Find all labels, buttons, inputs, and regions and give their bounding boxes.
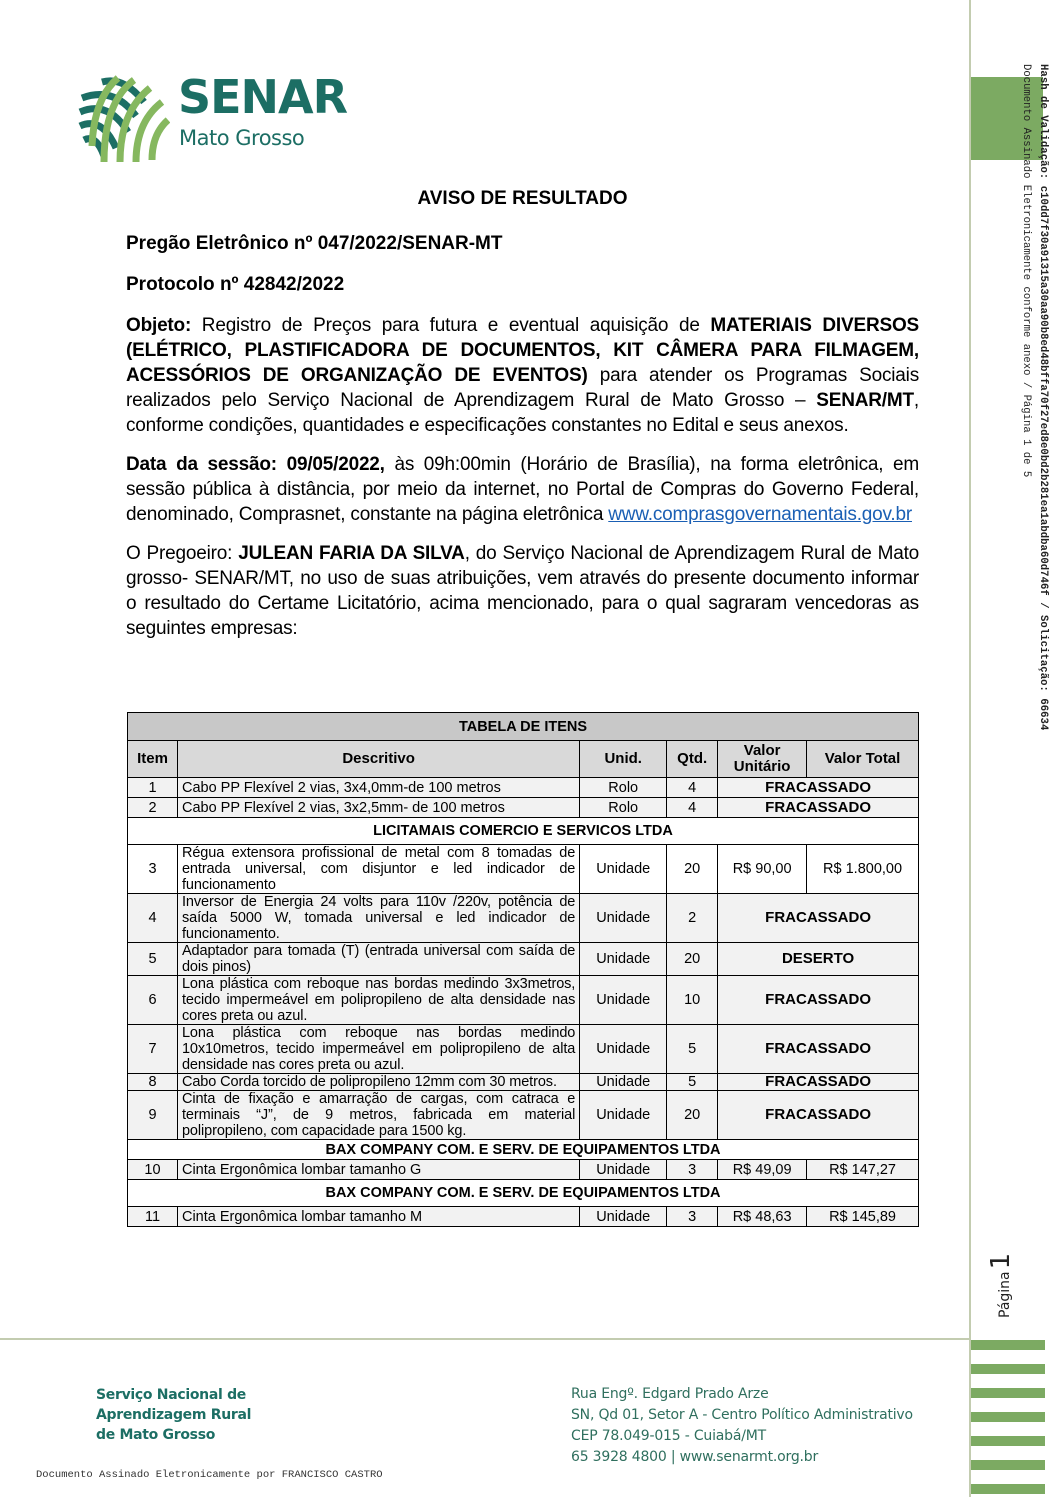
sessao-label: Data da sessão: 09/05/2022, <box>126 454 385 475</box>
table-row <box>128 1160 919 1180</box>
margin-rule <box>969 0 971 1497</box>
col-header-qtd: Qtd. <box>667 741 718 778</box>
table-row <box>128 845 919 894</box>
objeto-org: SENAR/MT <box>816 390 914 411</box>
pregoeiro-text: O Pregoeiro: <box>126 543 239 564</box>
item-unit: Unidade <box>580 894 667 943</box>
objeto-text: Registro de Preços para futura e eventual aquisição de <box>191 315 711 336</box>
col-header-unid: Unid. <box>580 741 667 778</box>
item-number: 5 <box>128 943 178 976</box>
item-number: 7 <box>128 1025 178 1074</box>
table-row <box>128 943 919 976</box>
item-unit: Unidade <box>580 1207 667 1227</box>
item-qty: 4 <box>667 798 718 818</box>
item-number: 11 <box>128 1207 178 1227</box>
comprasnet-link[interactable]: www.comprasgovernamentais.gov.br <box>608 504 912 525</box>
item-description: Lona plástica com reboque nas bordas medindo 3x3metros, tecido impermeável em polipropileno de alta densidade nas cores preta ou azul. <box>177 976 579 1025</box>
item-number: 1 <box>128 778 178 798</box>
footer-organization <box>96 1385 251 1445</box>
item-number: 10 <box>128 1160 178 1180</box>
item-description: Cinta Ergonômica lombar tamanho M <box>177 1207 579 1227</box>
green-bar <box>971 1412 1045 1422</box>
item-qty: 20 <box>667 1091 718 1140</box>
footer-address-line: CEP 78.049-015 - Cuiabá/MT <box>571 1428 766 1444</box>
green-bar <box>971 1460 1045 1470</box>
company-name: BAX COMPANY COM. E SERV. DE EQUIPAMENTOS LTDA <box>128 1140 919 1160</box>
item-status: FRACASSADO <box>718 894 919 943</box>
pregao-heading: Pregão Eletrônico nº 047/2022/SENAR-MT <box>126 233 503 254</box>
pregoeiro-text: , do Serviço Nacional de Aprendizagem Rural de Mato grosso- SENAR/MT, no uso de suas atribuições, vem através do presente documento informar o resultado do Certame Licitatório, acima mencionado, para o qual sagraram vencedoras as seguintes empresas: <box>126 543 920 639</box>
item-qty: 5 <box>667 1025 718 1074</box>
table-row <box>128 778 919 798</box>
item-number: 8 <box>128 1074 178 1091</box>
item-qty: 5 <box>667 1074 718 1091</box>
logo-name: SENAR <box>178 70 348 124</box>
item-description: Lona plástica com reboque nas bordas medindo 10x10metros, tecido impermeável em polipropileno de alta densidade nas cores preta ou azul. <box>177 1025 579 1074</box>
item-unit-price: R$ 48,63 <box>718 1207 807 1227</box>
item-status: FRACASSADO <box>718 976 919 1025</box>
footer-address-line: Rua Engº. Edgard Prado Arze <box>571 1386 769 1402</box>
green-bar <box>971 1484 1045 1494</box>
item-total-price: R$ 147,27 <box>807 1160 919 1180</box>
footer-org-line: Serviço Nacional de <box>96 1387 246 1403</box>
document-title: AVISO DE RESULTADO <box>417 188 628 209</box>
item-unit: Unidade <box>580 976 667 1025</box>
footer-green-bars <box>971 1340 1045 1497</box>
item-unit-price: R$ 90,00 <box>718 845 807 894</box>
col-header-valor-unitario: Valor Unitário <box>718 741 807 778</box>
senar-leaf-icon <box>74 72 170 164</box>
item-qty: 3 <box>667 1207 718 1227</box>
item-description: Cabo PP Flexível 2 vias, 3x2,5mm- de 100 metros <box>177 798 579 818</box>
table-row <box>128 976 919 1025</box>
item-status: FRACASSADO <box>718 1091 919 1140</box>
margin-green-block <box>971 77 1043 160</box>
signed-by-note: Documento Assinado Eletronicamente por FRANCISCO CASTRO <box>36 1469 383 1481</box>
pregoeiro-name: JULEAN FARIA DA SILVA <box>238 543 465 564</box>
objeto-materials: MATERIAIS DIVERSOS (ELÉTRICO, PLASTIFICADORA DE DOCUMENTOS, KIT CÂMERA PARA FILMAGEM, ACESSÓRIOS DE ORGANIZAÇÃO DE EVENTOS) <box>126 315 919 386</box>
green-bar <box>971 1364 1045 1374</box>
logo-subtitle: Mato Grosso <box>179 126 305 150</box>
item-description: Cabo PP Flexível 2 vias, 3x4,0mm-de 100 metros <box>177 778 579 798</box>
item-total-price: R$ 1.800,00 <box>807 845 919 894</box>
item-description: Cinta de fixação e amarração de cargas, com catraca e terminais “J”, de 9 metros, fabricada em material polipropileno, com capacidade para 1500 kg. <box>177 1091 579 1140</box>
table-row <box>128 1091 919 1140</box>
company-row <box>128 818 919 845</box>
item-number: 4 <box>128 894 178 943</box>
items-table <box>127 712 919 1227</box>
footer-address-line: SN, Qd 01, Setor A - Centro Político Administrativo <box>571 1407 913 1423</box>
item-description: Adaptador para tomada (T) (entrada universal com saída de dois pinos) <box>177 943 579 976</box>
document-body <box>126 186 919 655</box>
company-name: LICITAMAIS COMERCIO E SERVICOS LTDA <box>128 818 919 845</box>
table-row <box>128 894 919 943</box>
item-qty: 20 <box>667 845 718 894</box>
footer-org-line: de Mato Grosso <box>96 1427 216 1443</box>
item-status: FRACASSADO <box>718 778 919 798</box>
green-bar <box>971 1388 1045 1398</box>
item-unit: Unidade <box>580 1025 667 1074</box>
item-qty: 4 <box>667 778 718 798</box>
item-status: FRACASSADO <box>718 1074 919 1091</box>
item-number: 2 <box>128 798 178 818</box>
sessao-paragraph <box>126 452 919 527</box>
page-label: Página <box>997 1271 1013 1318</box>
item-qty: 20 <box>667 943 718 976</box>
page-number-value: 1 <box>986 1252 1016 1270</box>
item-unit: Unidade <box>580 1091 667 1140</box>
col-header-descritivo: Descritivo <box>177 741 579 778</box>
item-status: FRACASSADO <box>718 798 919 818</box>
item-number: 6 <box>128 976 178 1025</box>
item-qty: 10 <box>667 976 718 1025</box>
company-row <box>128 1140 919 1160</box>
item-unit: Unidade <box>580 943 667 976</box>
footer-address <box>571 1384 913 1468</box>
item-unit: Unidade <box>580 1160 667 1180</box>
item-unit: Unidade <box>580 845 667 894</box>
objeto-text: , conforme condições, quantidades e especificações constantes no Edital e seus anexos. <box>126 390 919 436</box>
item-qty: 2 <box>667 894 718 943</box>
item-description: Cinta Ergonômica lombar tamanho G <box>177 1160 579 1180</box>
company-row <box>128 1180 919 1207</box>
green-bar <box>971 1340 1045 1350</box>
sessao-text: às 09h:00min (Horário de Brasília), na forma eletrônica, em sessão pública à distância, por meio da internet, no Portal de Compras do Governo Federal, denominado, Comprasnet, constante na página eletrônica <box>126 454 920 525</box>
item-total-price: R$ 145,89 <box>807 1207 919 1227</box>
item-description: Cabo Corda torcido de polipropileno 12mm com 30 metros. <box>177 1074 579 1091</box>
item-status: DESERTO <box>718 943 919 976</box>
footer-rule <box>0 1338 970 1340</box>
objeto-label: Objeto: <box>126 315 192 336</box>
item-number: 3 <box>128 845 178 894</box>
protocolo-heading: Protocolo nº 42842/2022 <box>126 274 345 295</box>
senar-logo <box>74 72 354 164</box>
footer-org-line: Aprendizagem Rural <box>96 1407 252 1423</box>
item-status: FRACASSADO <box>718 1025 919 1074</box>
item-unit-price: R$ 49,09 <box>718 1160 807 1180</box>
item-unit: Rolo <box>580 798 667 818</box>
objeto-paragraph <box>126 313 919 438</box>
table-row <box>128 1207 919 1227</box>
table-title: TABELA DE ITENS <box>128 713 919 741</box>
pregoeiro-paragraph <box>126 541 919 641</box>
item-number: 9 <box>128 1091 178 1140</box>
item-unit: Rolo <box>580 778 667 798</box>
company-name: BAX COMPANY COM. E SERV. DE EQUIPAMENTOS LTDA <box>128 1180 919 1207</box>
item-description: Inversor de Energia 24 volts para 110v /220v, potência de saída 5000 W, tomada universal e led indicador de funcionamento. <box>177 894 579 943</box>
item-description: Régua extensora profissional de metal com 8 tomadas de entrada universal, com disjuntor e led indicador de funcionamento <box>177 845 579 894</box>
item-unit: Unidade <box>580 1074 667 1091</box>
table-header-row <box>128 741 919 778</box>
col-header-item: Item <box>128 741 178 778</box>
objeto-text: para atender os Programas Sociais realizados pelo Serviço Nacional de Aprendizagem Rural de Mato Grosso – <box>126 365 919 411</box>
validation-hash: Hash de Validação: c10dd7f30a91315a30aa90b8ed48bffa70f27ed8e0bd2b281ea1abdba60d746f / Solicitação: 66634 <box>1037 64 1049 731</box>
footer-address-line: 65 3928 4800 | www.senarmt.org.br <box>571 1449 819 1465</box>
signature-note: Documento Assinado Eletronicamente conforme anexo / Página 1 de 5 <box>1020 64 1032 478</box>
green-bar <box>971 1436 1045 1446</box>
item-qty: 3 <box>667 1160 718 1180</box>
table-row <box>128 1074 919 1091</box>
col-header-valor-total: Valor Total <box>807 741 919 778</box>
page-number <box>986 1240 1026 1318</box>
table-row <box>128 1025 919 1074</box>
table-row <box>128 798 919 818</box>
